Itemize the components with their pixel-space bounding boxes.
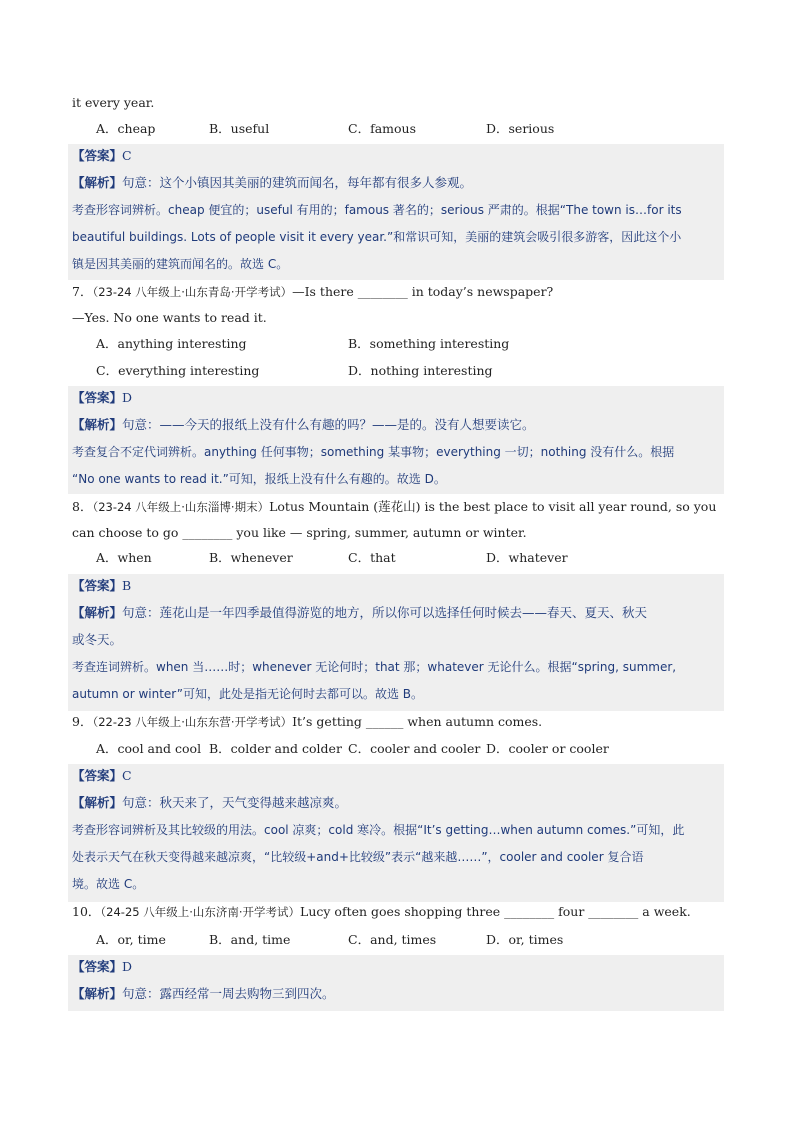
analysis-label: 【解析】 — [72, 605, 123, 620]
q8-option-c: C．that — [348, 550, 396, 565]
answer-value: C — [122, 768, 132, 783]
analysis-label: 【解析】 — [72, 417, 123, 432]
question-stem: Lotus Mountain (莲花山) is the best place to visit all year round, so you — [269, 499, 717, 514]
q7-option-c: C．everything interesting — [96, 363, 260, 378]
q6-answer-line — [72, 147, 132, 165]
q9-analysis-line-1 — [72, 794, 347, 812]
analysis-text: 句意：秋天来了，天气变得越来越凉爽。 — [122, 795, 348, 810]
question-number: 7． — [72, 284, 93, 299]
question-source: （23-24 八年级上·山东青岛·开学考试） — [92, 285, 293, 299]
q9-analysis-line-4: 境。故选 C。 — [72, 877, 145, 891]
analysis-label: 【解析】 — [72, 175, 123, 190]
answer-value: B — [122, 578, 132, 593]
question-8 — [72, 498, 716, 516]
q6-option-c: C．famous — [348, 121, 416, 136]
q9-answer-line — [72, 767, 132, 785]
q7-option-a: A．anything interesting — [96, 336, 247, 351]
q6-analysis-line-4: 镇是因其美丽的建筑而闻名的。故选 C。 — [72, 257, 289, 271]
question-number: 9． — [72, 714, 93, 729]
q8-analysis-line-1 — [72, 604, 647, 622]
question-9 — [72, 713, 542, 731]
q7-analysis-line-3: “No one wants to read it.”可知，报纸上没有什么有趣的。故选 D。 — [72, 472, 446, 486]
analysis-text: 句意：——今天的报纸上没有什么有趣的吗？——是的。没有人想要读它。 — [122, 417, 535, 432]
q8-analysis-line-1b: 或冬天。 — [72, 632, 123, 647]
question-7 — [72, 283, 553, 301]
q10-analysis-line-1 — [72, 985, 335, 1003]
q9-option-a: A．cool and cool — [96, 741, 202, 756]
question-6-stem-tail: it every year. — [72, 95, 155, 110]
q6-analysis-line-3: beautiful buildings. Lots of people visit it every year.”和常识可知，美丽的建筑会吸引很多游客，因此这个小 — [72, 230, 682, 244]
q6-option-a: A．cheap — [96, 121, 156, 136]
q8-option-d: D．whatever — [486, 550, 568, 565]
q7-analysis-line-2: 考查复合不定代词辨析。anything 任何事物；something 某事物；everything 一切；nothing 没有什么。根据 — [72, 445, 675, 459]
q10-answer-line — [72, 958, 132, 976]
q9-option-b: B．colder and colder — [209, 741, 342, 756]
q6-option-d: D．serious — [486, 121, 555, 136]
q10-option-a: A．or, time — [96, 932, 166, 947]
analysis-label: 【解析】 — [72, 795, 123, 810]
question-stem: Lucy often goes shopping three ________ four ________ a week. — [300, 904, 691, 919]
question-source: （24-25 八年级上·山东济南·开学考试） — [100, 905, 301, 919]
analysis-text: 句意：莲花山是一年四季最值得游览的地方，所以你可以选择任何时候去——春天、夏天、秋天 — [122, 605, 648, 620]
q8-analysis-line-2: 考查连词辨析。when 当……时；whenever 无论何时；that 那；whatever 无论什么。根据“spring, summer, — [72, 660, 677, 674]
q7-answer-line — [72, 389, 132, 407]
q6-option-b: B．useful — [209, 121, 270, 136]
q10-option-b: B．and, time — [209, 932, 291, 947]
answer-label: 【答案】 — [72, 390, 123, 405]
q10-option-c: C．and, times — [348, 932, 437, 947]
q7-option-b: B．something interesting — [348, 336, 510, 351]
q9-option-c: C．cooler and cooler — [348, 741, 481, 756]
analysis-text: 句意：露西经常一周去购物三到四次。 — [122, 986, 335, 1001]
q8-option-a: A．when — [96, 550, 152, 565]
analysis-label: 【解析】 — [72, 986, 123, 1001]
question-8-stem-2: can choose to go ________ you like — spring, summer, autumn or winter. — [72, 525, 527, 540]
answer-label: 【答案】 — [72, 578, 123, 593]
q7-option-d: D．nothing interesting — [348, 363, 493, 378]
q10-option-d: D．or, times — [486, 932, 564, 947]
answer-label: 【答案】 — [72, 959, 123, 974]
q8-analysis-line-3: autumn or winter”可知，此处是指无论何时去都可以。故选 B。 — [72, 687, 424, 701]
answer-label: 【答案】 — [72, 768, 123, 783]
answer-value: C — [122, 148, 132, 163]
question-stem: It’s getting ______ when autumn comes. — [292, 714, 543, 729]
answer-value: D — [122, 390, 133, 405]
question-source: （23-24 八年级上·山东淄博·期末） — [92, 500, 270, 514]
q8-option-b: B．whenever — [209, 550, 293, 565]
q7-analysis-line-1 — [72, 416, 535, 434]
question-number: 8． — [72, 499, 93, 514]
question-source: （22-23 八年级上·山东东营·开学考试） — [92, 715, 293, 729]
q9-analysis-line-3: 处表示天气在秋天变得越来越凉爽，“比较级+and+比较级”表示“越来越……”，cooler and cooler 复合语 — [72, 850, 644, 864]
q8-answer-line — [72, 577, 131, 595]
question-7-stem-2: —Yes. No one wants to read it. — [72, 310, 267, 325]
q9-option-d: D．cooler or cooler — [486, 741, 609, 756]
answer-label: 【答案】 — [72, 148, 123, 163]
q6-analysis-line-2: 考查形容词辨析。cheap 便宜的；useful 有用的；famous 著名的；serious 严肃的。根据“The town is…for its — [72, 203, 682, 217]
question-stem: —Is there ________ in today’s newspaper? — [292, 284, 554, 299]
question-10 — [72, 903, 691, 921]
q6-analysis-line-1 — [72, 174, 472, 192]
answer-value: D — [122, 959, 133, 974]
question-number: 10． — [72, 904, 101, 919]
q9-analysis-line-2: 考查形容词辨析及其比较级的用法。cool 凉爽；cold 寒冷。根据“It’s getting…when autumn comes.”可知，此 — [72, 823, 685, 837]
analysis-text: 句意：这个小镇因其美丽的建筑而闻名，每年都有很多人参观。 — [122, 175, 473, 190]
